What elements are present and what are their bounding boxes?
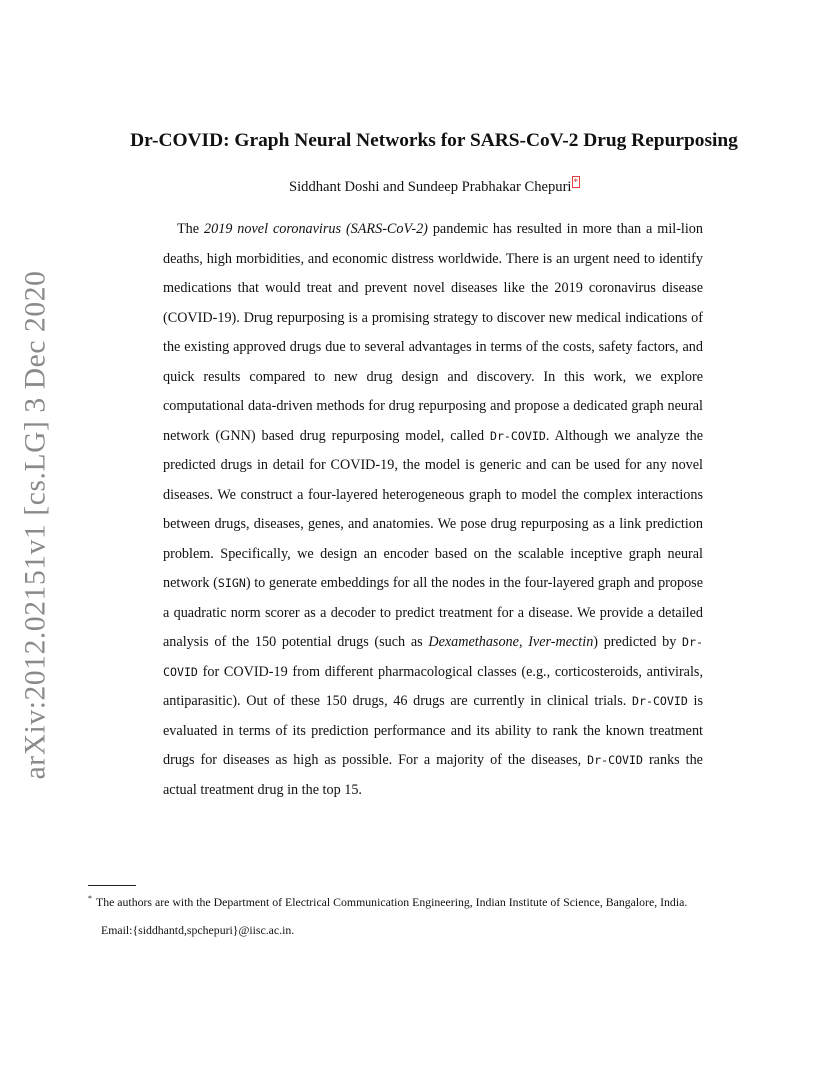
method-name: SIGN — [217, 576, 246, 590]
abstract-paragraph — [163, 215, 703, 805]
drug-name: Dexamethasone — [428, 634, 519, 650]
footnote-mark: * — [88, 894, 92, 904]
arxiv-identifier-stamp: arXiv:2012.02151v1 [cs.LG] 3 Dec 2020 — [19, 270, 52, 780]
abstract — [163, 215, 703, 805]
abstract-emphasis: 2019 novel coronavirus (SARS-CoV-2) — [204, 221, 428, 237]
footnote-divider — [88, 885, 136, 886]
footnote-affiliation-text: The authors are with the Department of Electrical Communication Engineering, Indian Institute of Science, Bangalore, India. — [96, 895, 688, 909]
model-name: Dr-COVID — [489, 428, 546, 443]
abstract-text: ranks the actual treatment drug in the top 15. — [163, 752, 703, 798]
drug-name: Iver-mectin — [528, 634, 594, 650]
model-name: Dr-COVID — [632, 694, 688, 708]
author-names: Siddhant Doshi and Sundeep Prabhakar Chepuri — [288, 179, 572, 195]
abstract-text: is evaluated in terms of its prediction performance and its ability to rank the known treatment drugs for diseases as high as possible. For a majority of the diseases, — [163, 693, 704, 768]
abstract-text: , — [518, 634, 529, 650]
footnote-email: Email:{siddhantd,spchepuri}@iisc.ac.in. — [101, 922, 295, 937]
footnote-reference-link[interactable]: * — [573, 177, 578, 188]
author-line — [0, 177, 828, 197]
abstract-text: for COVID-19 from different pharmacological classes (e.g., corticosteroids, antivirals, antiparasitic). Out of these 150 drugs, 46 drugs are currently in clinical trials. — [163, 663, 703, 709]
abstract-text: . Although we analyze the predicted drugs in detail for COVID-19, the model is generic and can be used for any novel diseases. We construct a four-layered heterogeneous graph to model the complex interactions between drugs, diseases, genes, and anatomies. We pose drug repurposing as a link prediction problem. Specifically, we design an encoder based on the scalable inceptive graph neural network ( — [163, 427, 703, 591]
model-name: Dr-COVID — [587, 753, 643, 767]
abstract-text: ) predicted by — [593, 634, 683, 650]
footnote — [88, 889, 788, 944]
footnote-affiliation — [88, 889, 788, 917]
abstract-text: The — [177, 221, 204, 237]
abstract-text: ) to generate embeddings for all the nodes in the four-layered graph and propose a quadratic norm scorer as a decoder to predict treatment for a disease. We provide a detailed analysis of the 150 potential drugs (such as — [163, 575, 703, 650]
abstract-text: pandemic has resulted in more than a mil-lion deaths, high morbidities, and economic distress worldwide. There is an urgent need to identify medications that would treat and prevent novel diseases like the 2019 coronavirus disease (COVID-19). Drug repurposing is a promising strategy to discover new medical indications of the existing approved drugs due to several advantages in terms of the costs, safety factors, and quick results compared to new drug design and discovery. In this work, we explore computational data-driven methods for drug repurposing and propose a dedicated graph neural network (GNN) based drug repurposing model, called — [163, 221, 703, 444]
model-name: Dr-COVID — [163, 635, 703, 679]
paper-title: Dr-COVID: Graph Neural Networks for SARS-CoV-2 Drug Repurposing — [130, 130, 738, 151]
